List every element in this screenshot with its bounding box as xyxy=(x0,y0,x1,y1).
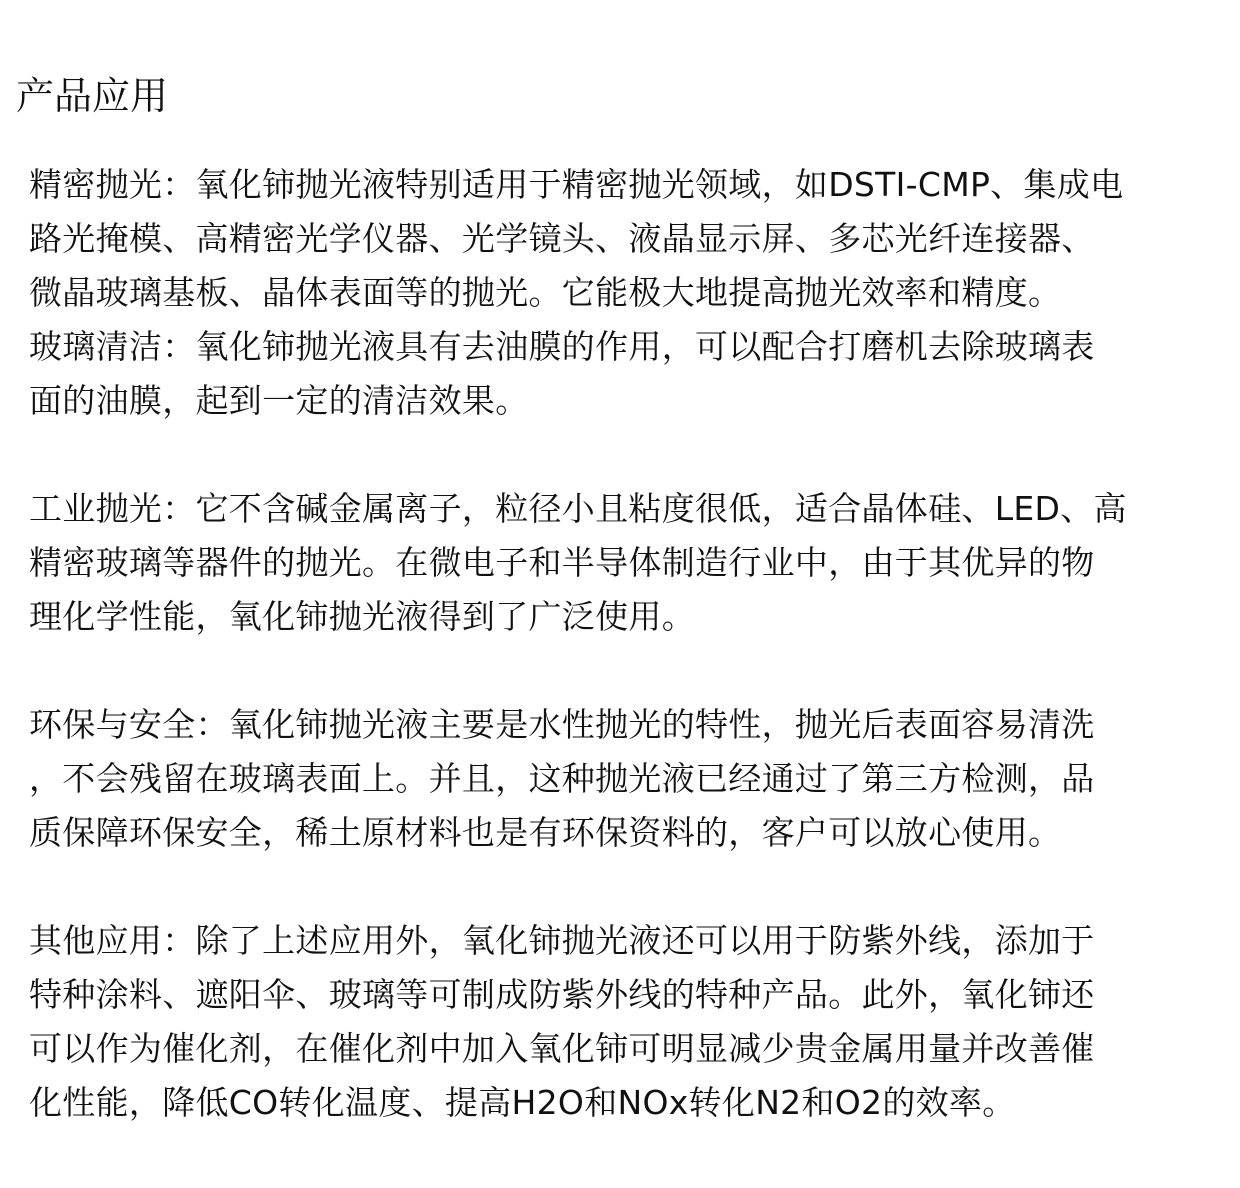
paragraph-other-applications: 其他应用：除了上述应用外，氧化铈抛光液还可以用于防紫外线，添加于 特种涂料、遮阳伞、玻璃等可制成防紫外线的特种产品。此外，氧化铈还 可以作为催化剂，在催化剂中加入氧化铈可明显减少贵金属用量并改善催 化性能，降低CO转化温度、提高H2O和NOx转化N2和O2的效率。 xyxy=(29,921,1095,1122)
paragraph-spacer xyxy=(29,644,1209,698)
page-title: 产品应用 xyxy=(16,74,169,118)
paragraph-precision-polishing: 精密抛光：氧化铈抛光液特别适用于精密抛光领域，如DSTI-CMP、集成电 路光掩模、高精密光学仪器、光学镜头、液晶显示屏、多芯光纤连接器、 微晶玻璃基板、晶体表面等的抛光。它能极大地提高抛光效率和精度。 xyxy=(29,165,1124,312)
paragraph-environment-safety: 环保与安全：氧化铈抛光液主要是水性抛光的特性，抛光后表面容易清洗 ，不会残留在玻璃表面上。并且，这种抛光液已经通过了第三方检测，品 质保障环保安全，稀土原材料也是有环保资料的，客户可以放心使用。 xyxy=(29,705,1095,852)
paragraph-spacer xyxy=(29,428,1209,482)
document-body xyxy=(29,158,1209,1130)
paragraph-industrial-polishing: 工业抛光：它不含碱金属离子，粒径小且粘度很低，适合晶体硅、LED、高 精密玻璃等器件的抛光。在微电子和半导体制造行业中，由于其优异的物 理化学性能，氧化铈抛光液得到了广泛使用。 xyxy=(29,489,1127,636)
paragraph-spacer xyxy=(29,860,1209,914)
paragraph-glass-cleaning: 玻璃清洁：氧化铈抛光液具有去油膜的作用，可以配合打磨机去除玻璃表 面的油膜，起到一定的清洁效果。 xyxy=(29,327,1095,420)
